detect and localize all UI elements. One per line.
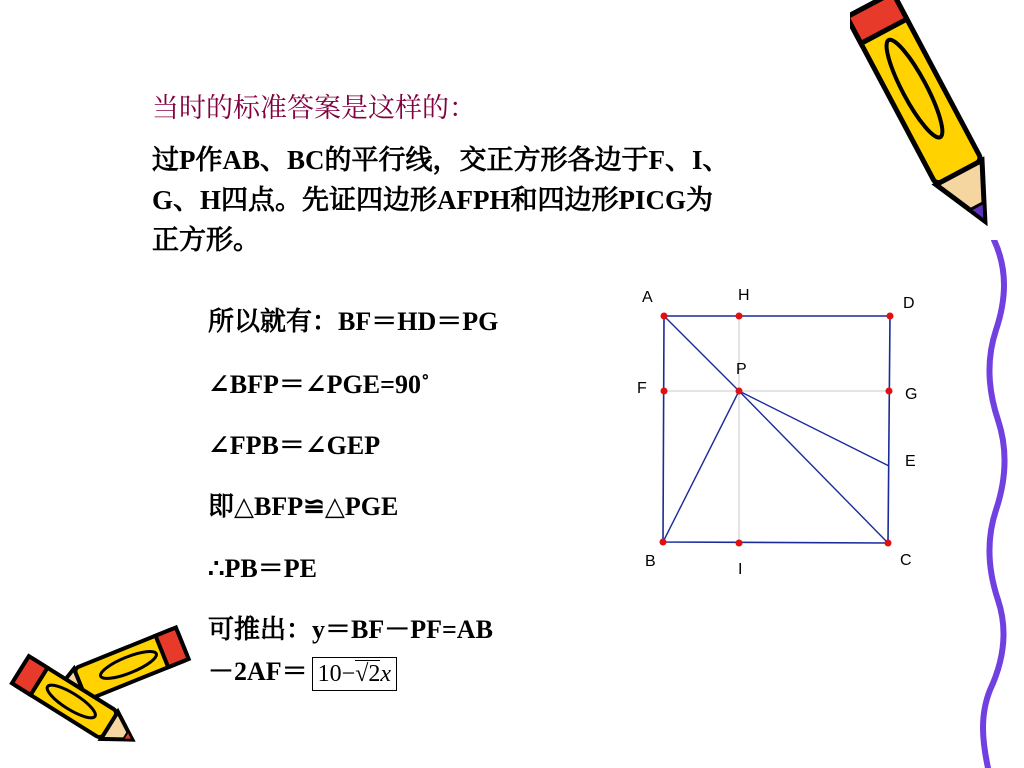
point-d bbox=[887, 313, 894, 320]
pencil-icon bbox=[0, 650, 150, 760]
square-geometry-figure bbox=[630, 280, 930, 580]
point-g bbox=[886, 388, 893, 395]
proof-step: 可推出：y＝BF－PF=AB bbox=[208, 615, 493, 644]
point-c bbox=[885, 540, 892, 547]
intro-line: 正方形。 bbox=[152, 225, 260, 255]
label-e: E bbox=[905, 453, 916, 470]
solution-heading: 当时的标准答案是这样的： bbox=[152, 93, 476, 123]
formula-variable: x bbox=[380, 661, 392, 688]
label-f: F bbox=[637, 380, 647, 397]
label-i: I bbox=[738, 561, 743, 578]
proof-step-text: －2AF＝ bbox=[208, 657, 308, 686]
point-b bbox=[660, 539, 667, 546]
label-c: C bbox=[900, 552, 912, 569]
proof-step: 所以就有：BF＝HD＝PG bbox=[208, 307, 499, 336]
formula-radicand: 2 bbox=[368, 661, 381, 688]
intro-line: 过P作AB、BC的平行线，交正方形各边于F、I、 bbox=[152, 145, 730, 175]
proof-step: ∠FPB＝∠GEP bbox=[208, 431, 381, 460]
proof-step-final bbox=[208, 651, 397, 691]
segment-ap bbox=[664, 316, 739, 391]
result-formula bbox=[312, 657, 397, 691]
point-i bbox=[736, 540, 743, 547]
proof-step: 即△BFP≌△PGE bbox=[208, 492, 399, 521]
proof-step: ∴PB＝PE bbox=[208, 554, 317, 583]
point-f bbox=[661, 388, 668, 395]
segment-pb bbox=[663, 391, 739, 542]
wavy-border-decoration bbox=[960, 240, 1024, 768]
label-h: H bbox=[738, 287, 750, 304]
label-d: D bbox=[903, 295, 915, 312]
proof-step: ∠BFP＝∠PGE=90˚ bbox=[208, 370, 430, 399]
solution-intro bbox=[152, 140, 887, 260]
label-b: B bbox=[645, 553, 656, 570]
point-p bbox=[736, 388, 743, 395]
formula-constant: 10 bbox=[317, 661, 342, 688]
point-h bbox=[736, 313, 743, 320]
segment-pc bbox=[739, 391, 888, 543]
sqrt-symbol: √2 bbox=[355, 661, 381, 688]
label-a: A bbox=[642, 289, 653, 306]
point-a bbox=[661, 313, 668, 320]
label-p: P bbox=[736, 361, 747, 378]
segment-pe bbox=[739, 391, 889, 466]
label-g: G bbox=[905, 386, 918, 403]
formula-minus: − bbox=[341, 661, 356, 688]
intro-line: G、H四点。先证四边形AFPH和四边形PICG为 bbox=[152, 185, 713, 215]
